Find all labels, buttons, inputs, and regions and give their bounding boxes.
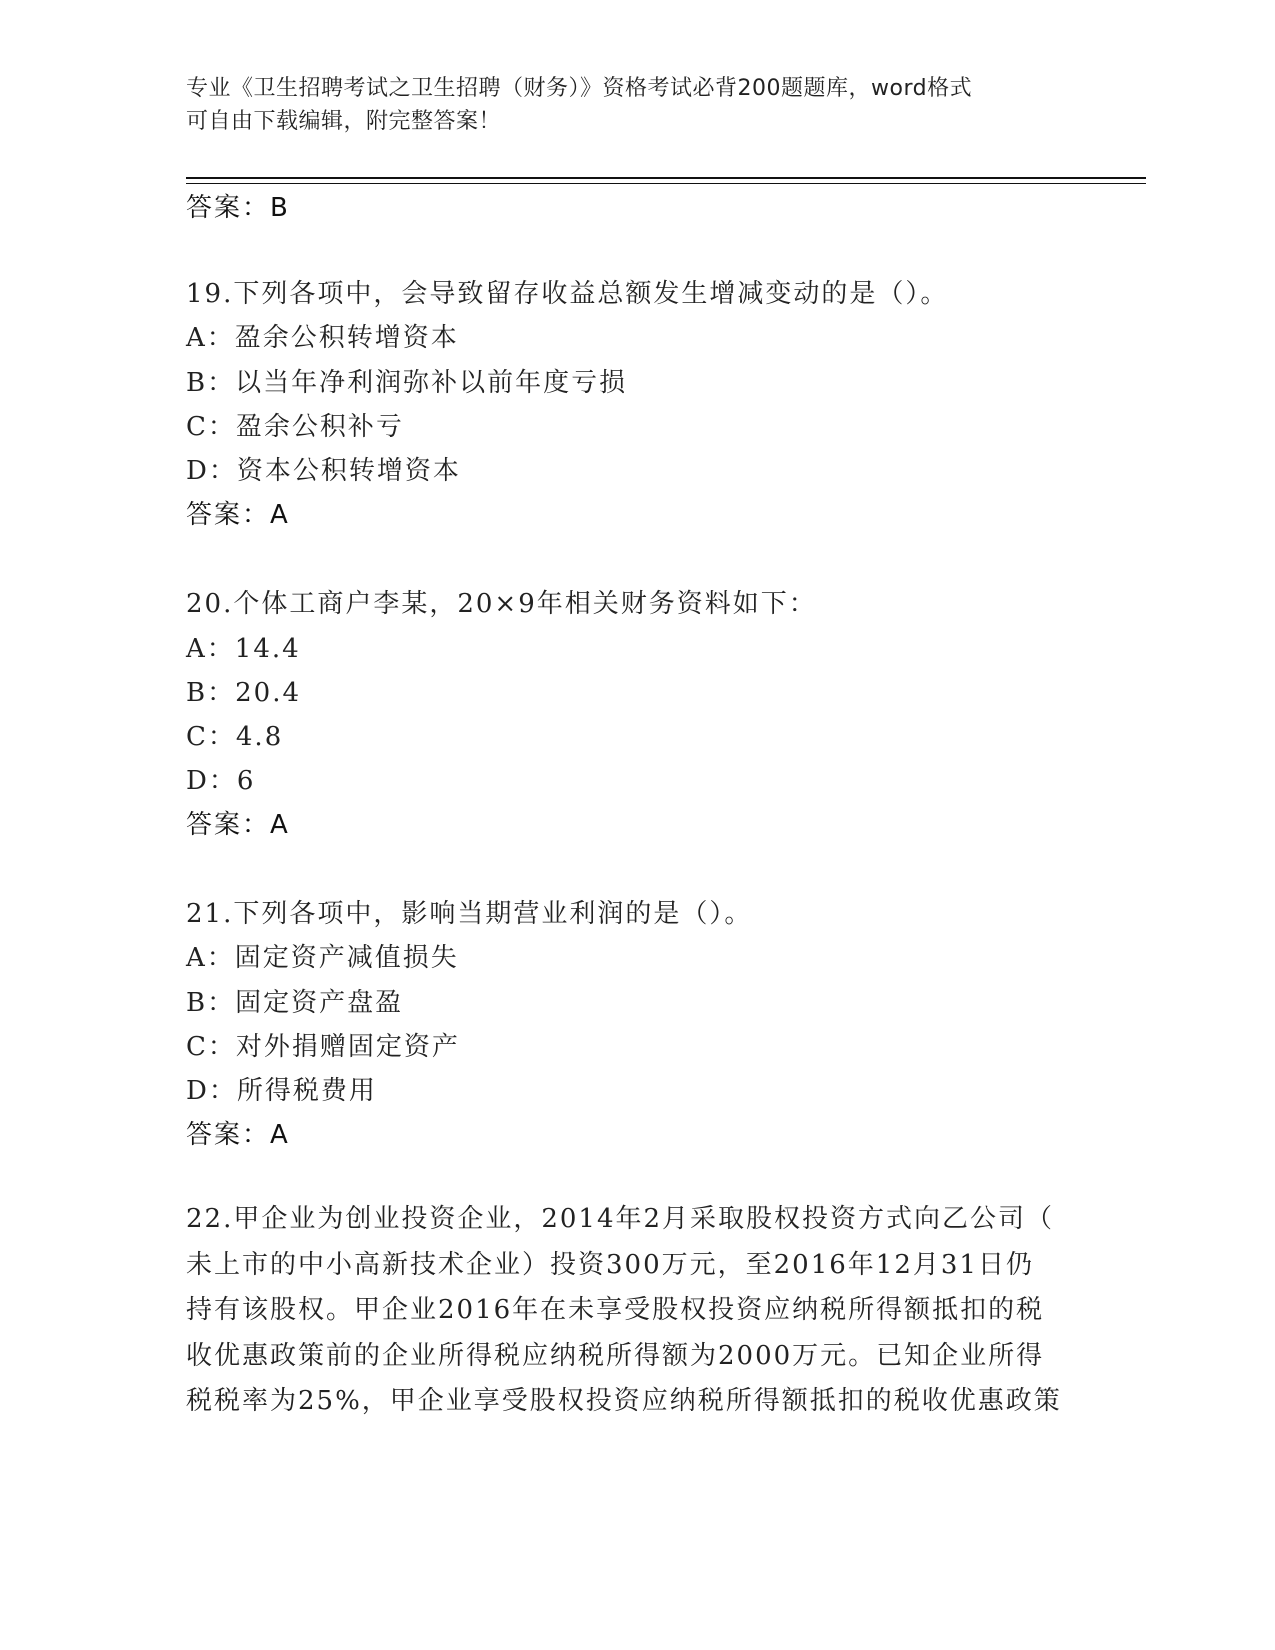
header-line-1: 专业《卫生招聘考试之卫生招聘（财务）》资格考试必背200题题库，word格式 xyxy=(186,76,973,101)
header-line-2: 可自由下载编辑，附完整答案！ xyxy=(186,109,502,134)
q20-option-b: B：20.4 xyxy=(186,678,301,708)
header-rule-thick xyxy=(186,177,1146,179)
q21-option-c: C：对外捐赠固定资产 xyxy=(186,1032,460,1062)
q20-answer: 答案：A xyxy=(186,810,290,840)
q19-option-c: C：盈余公积补亏 xyxy=(186,412,404,442)
q22-line-5: 税税率为25%，甲企业享受股权投资应纳税所得额抵扣的税收优惠政策 xyxy=(186,1386,1062,1416)
answer-prev: 答案：B xyxy=(186,193,290,223)
q19-option-d: D：资本公积转增资本 xyxy=(186,456,461,486)
q21-option-b: B：固定资产盘盈 xyxy=(186,988,404,1018)
q20-option-d: D：6 xyxy=(186,766,256,796)
q22-line-4: 收优惠政策前的企业所得税应纳税所得额为2000万元。已知企业所得 xyxy=(186,1340,1045,1371)
q19-option-b: B：以当年净利润弥补以前年度亏损 xyxy=(186,368,628,398)
q19-stem: 19.下列各项中，会导致留存收益总额发生增减变动的是（）。 xyxy=(186,279,949,309)
q22-line-2: 未上市的中小高新技术企业）投资300万元，至2016年12月31日仍 xyxy=(186,1249,1034,1280)
q20-stem: 20.个体工商户李某，20×9年相关财务资料如下： xyxy=(186,589,817,619)
q21-stem: 21.下列各项中，影响当期营业利润的是（）。 xyxy=(186,899,753,929)
q20-option-c: C：4.8 xyxy=(186,722,284,752)
q21-option-a: A：固定资产减值损失 xyxy=(186,943,459,973)
q21-answer: 答案：A xyxy=(186,1120,290,1150)
header-rule-thin xyxy=(186,183,1146,184)
q21-option-d: D：所得税费用 xyxy=(186,1076,377,1106)
q20-option-a: A：14.4 xyxy=(186,634,301,664)
q22-stem xyxy=(186,1197,1086,1425)
q22-line-3: 持有该股权。甲企业2016年在未享受股权投资应纳税所得额抵扣的税 xyxy=(186,1295,1045,1325)
document-header xyxy=(186,72,1086,138)
q19-answer: 答案：A xyxy=(186,500,290,530)
q19-option-a: A：盈余公积转增资本 xyxy=(186,323,459,353)
q22-line-1: 22.甲企业为创业投资企业，2014年2月采取股权投资方式向乙公司（ xyxy=(186,1204,1055,1234)
